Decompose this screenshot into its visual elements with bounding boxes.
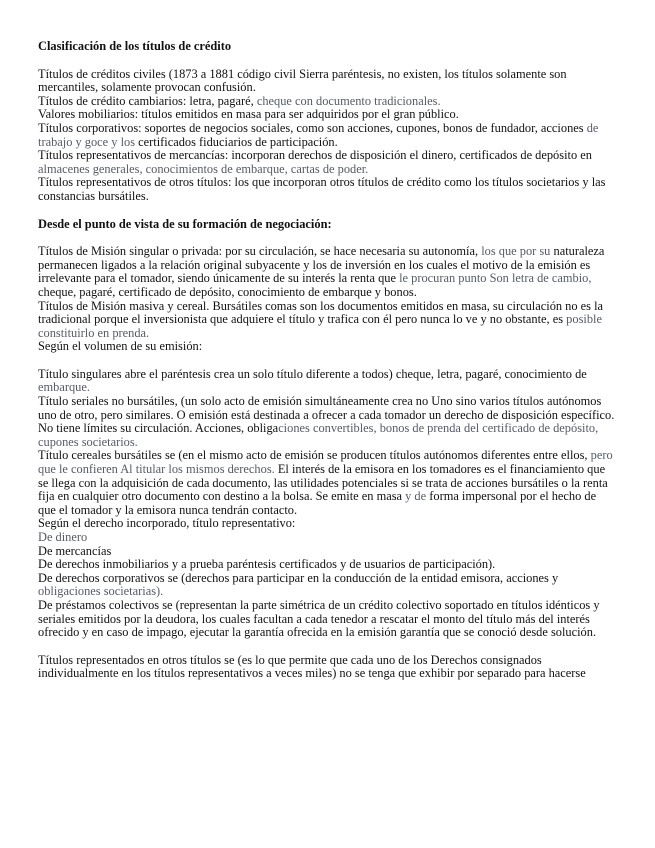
text-corporativos-item: De derechos corporativos se (derechos para participar en la conducción de la entidad emisora, acciones y xyxy=(38,570,559,585)
text-titulo-seriales-muted-2: del certificado de depósito, cupones societarios. xyxy=(38,421,599,449)
section-derecho-incorporado xyxy=(38,517,617,639)
text-titulo-singulares: Título singulares abre el paréntesis crea un solo título diferente a todos) cheque, letra, pagaré, conocimiento de xyxy=(38,366,587,381)
text-mision-singular-2: naturaleza permanecen ligados a la relación original subyacente y los de inversión en los cuales el motivo de la emisión es irrelevante para el tomador, siendo únicamente de su interés la renta que xyxy=(38,244,605,286)
section-clasificacion xyxy=(38,68,617,204)
text-cambiarios-muted: cheque con documento tradicionales. xyxy=(256,93,441,108)
text-corporativos: Títulos corporativos: soportes de negocios sociales, como son acciones, cupones, bonos de fundador, acciones xyxy=(38,120,584,135)
paragraph-mision-masiva xyxy=(38,300,617,341)
text-titulo-singulares-muted: embarque. xyxy=(38,380,90,395)
text-mision-muted-3: de cambio, xyxy=(537,271,592,286)
text-titulo-bursatiles-2: El interés de la emisora en los tomadores es el financiamiento que se llega con la adquisición de cada documento, las utilidades potenciales si se trata de acciones bursátiles o la renta fija en cualquier otro documento con destino a la bolsa. Se emite en masa xyxy=(38,462,608,504)
text-titulo-bursatiles-3: forma impersonal por el hecho de que el tomador y la emisora nunca tendrán contacto. xyxy=(38,489,597,517)
paragraph-mision-singular xyxy=(38,245,617,299)
heading-clasificacion: Clasificación de los títulos de crédito xyxy=(38,39,232,53)
paragraph-titulos-cambiarios xyxy=(38,95,617,109)
list-item-dinero: De dinero xyxy=(38,530,88,544)
list-item-corporativos xyxy=(38,572,617,599)
text-mercancias: Títulos representativos de mercancías: incorporan derechos de disposición el dinero, certificados de depósito en xyxy=(38,148,592,163)
text-mision-singular: Títulos de Misión singular o privada: por su circulación, se hace necesaria su autonomía, xyxy=(38,244,479,259)
paragraph-titulos-civiles: Títulos de créditos civiles (1873 a 1881 código civil Sierra paréntesis, no existen, los títulos solamente son mercantiles, solamente provocan confusión. xyxy=(38,66,567,95)
text-titulo-bursatiles-muted: pero que le confieren Al titular los mismos derechos. xyxy=(38,448,613,477)
paragraph-segun-derecho: Según el derecho incorporado, título representativo: xyxy=(38,516,296,531)
text-mision-singular-3: cheque, pagaré, certificado de depósito, conocimiento de embarque y bonos. xyxy=(38,284,417,299)
text-mercancias-muted: almacenes generales, conocimientos de embarque, cartas de poder. xyxy=(38,161,369,176)
section-mision-masiva xyxy=(38,300,617,354)
text-cambiarios: Títulos de crédito cambiarios: letra, pagaré, xyxy=(38,93,254,108)
text-mision-muted-2: le procuran punto Son letra xyxy=(399,271,534,286)
text-mision-masiva: Títulos de Misión masiva y cereal. Bursátiles comas son los documentos emitidos en masa, su circulación no es la tradicional porque el inversionista que adquiere el título y trafica con él pero nunca lo ve y no obstante, es xyxy=(38,298,604,327)
text-mision-muted-1: los que por su xyxy=(481,244,551,259)
list-item-mercancias: De mercancías xyxy=(38,543,112,558)
paragraph-titulo-singulares xyxy=(38,368,617,395)
heading-formacion-negociacion: Desde el punto de vista de su formación de negociación: xyxy=(38,216,332,231)
text-titulo-seriales: Título seriales no bursátiles, (un solo acto de emisión simultáneamente crea no Uno sino varios títulos autónomos uno de otro, pero similares. O emisión está destinada a ofrecer a cada tomador un derecho de disposición específico. No tiene límites su circulación. Acciones, obliga xyxy=(38,394,615,436)
paragraph-titulo-bursatiles xyxy=(38,449,617,517)
paragraph-titulos-mercancias xyxy=(38,149,617,176)
paragraph-segun-volumen: Según el volumen de su emisión: xyxy=(38,339,203,354)
list-item-prestamos: De préstamos colectivos se (representan la parte simétrica de un crédito colectivo soportado en títulos idénticos y seriales emitidos por la deudora, los cuales facultan a cada tenedor a rescatar el monto del título más del interés ofrecido y en caso de impago, ejecutar la garantía ofrecida en la emisión garantía que se conoció desde solución. xyxy=(38,597,600,640)
text-corporativos-end: certificados fiduciarios de participación. xyxy=(138,134,338,149)
text-corporativos-item-muted: obligaciones societarias). xyxy=(38,584,164,599)
text-corporativos-muted: de trabajo y goce y los xyxy=(38,120,599,149)
paragraph-titulo-seriales xyxy=(38,395,617,449)
paragraph-valores-mobiliarios: Valores mobiliarios: títulos emitidos en masa para ser adquiridos por el gran público. xyxy=(38,107,459,122)
text-titulo-bursatiles-muted-2: y de xyxy=(405,489,427,504)
list-item-inmobiliarios: De derechos inmobiliarios y a prueba paréntesis certificados y de usuarios de participación). xyxy=(38,557,496,572)
text-titulo-bursatiles: Título cereales bursátiles se (en el mismo acto de emisión se producen títulos autónomos diferentes entre ellos, xyxy=(38,448,588,463)
paragraph-titulos-corporativos xyxy=(38,122,617,149)
paragraph-otros-titulos: Títulos representativos de otros títulos: los que incorporan otros títulos de crédito como los títulos societarios y las constancias bursátiles. xyxy=(38,175,606,203)
text-mision-masiva-muted: posible constituirlo en prenda. xyxy=(38,312,602,340)
text-titulo-seriales-muted: ciones convertibles, bonos de prenda xyxy=(278,421,461,436)
paragraph-titulos-representados: Títulos representados en otros títulos se (es lo que permite que cada uno de los Derechos consignados individualmente en los títulos representativos a veces miles) no se tenga que exhibir por separado para hacerse xyxy=(38,652,586,681)
